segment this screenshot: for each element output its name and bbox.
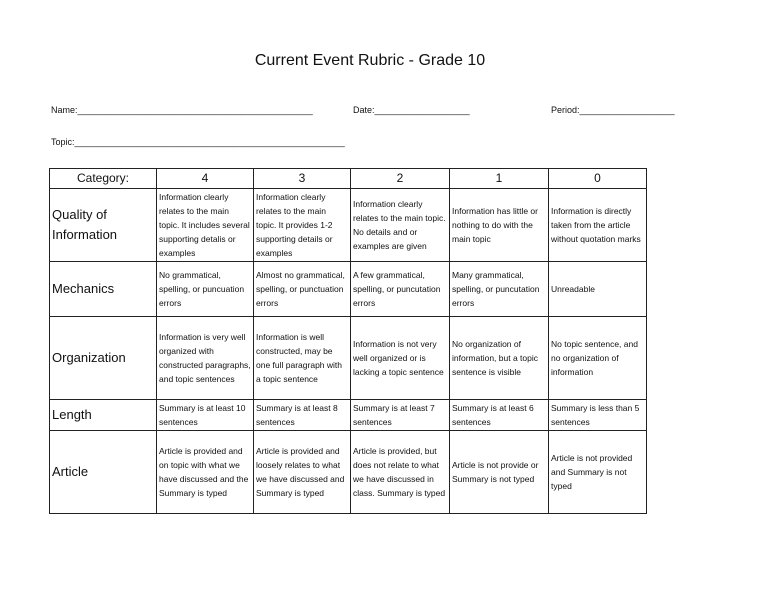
table-row (50, 189, 647, 262)
row-category: Organization (50, 317, 157, 400)
row-category: Mechanics (50, 262, 157, 317)
header-score-2: 2 (351, 169, 450, 189)
table-cell: No topic sentence, and no organization of information (549, 317, 647, 400)
table-cell: Information is very well organized with constructed paragraphs, and topic sentences (157, 317, 254, 400)
table-cell: Summary is at least 7 sentences (351, 400, 450, 431)
row-category: Article (50, 431, 157, 514)
topic-field[interactable]: Topic:______________________________________________________ (51, 137, 345, 147)
table-row (50, 317, 647, 400)
table-cell: Summary is at least 6 sentences (450, 400, 549, 431)
header-score-0: 0 (549, 169, 647, 189)
table-row (50, 262, 647, 317)
table-cell: Article is provided and loosely relates to what we have discussed and Summary is typed (254, 431, 351, 514)
table-cell: Information clearly relates to the main topic. It includes several supporting detalis or examples (157, 189, 254, 262)
name-field[interactable]: Name:_______________________________________________ (51, 105, 313, 115)
table-cell: A few grammatical, spelling, or puncutation errors (351, 262, 450, 317)
table-cell: Information has little or nothing to do with the main topic (450, 189, 549, 262)
header-score-3: 3 (254, 169, 351, 189)
table-cell: Article is not provide or Summary is not typed (450, 431, 549, 514)
table-cell: Summary is less than 5 sentences (549, 400, 647, 431)
table-cell: Information is well constructed, may be one full paragraph with a topic sentence (254, 317, 351, 400)
header-category: Category: (50, 169, 157, 189)
rubric-table (49, 168, 647, 514)
table-cell: Almost no grammatical, spelling, or punctuation errors (254, 262, 351, 317)
header-row (50, 169, 647, 189)
header-score-4: 4 (157, 169, 254, 189)
table-row (50, 400, 647, 431)
date-field[interactable]: Date:___________________ (353, 105, 470, 115)
table-cell: No grammatical, spelling, or puncuation errors (157, 262, 254, 317)
table-cell: Article is provided, but does not relate to what we have discussed in class. Summary is typed (351, 431, 450, 514)
page-title: Current Event Rubric - Grade 10 (254, 52, 486, 69)
table-cell: Information clearly relates to the main topic. No details and or examples are given (351, 189, 450, 262)
table-cell: Unreadable (549, 262, 647, 317)
row-category: Quality of Information (50, 189, 157, 262)
table-cell: Article is not provided and Summary is not typed (549, 431, 647, 514)
table-cell: Information clearly relates to the main topic. It provides 1-2 supporting details or examples (254, 189, 351, 262)
period-field[interactable]: Period:___________________ (551, 105, 675, 115)
table-cell: Many grammatical, spelling, or puncutation errors (450, 262, 549, 317)
row-category: Length (50, 400, 157, 431)
table-row (50, 431, 647, 514)
header-score-1: 1 (450, 169, 549, 189)
table-cell: Information is directly taken from the article without quotation marks (549, 189, 647, 262)
table-cell: Information is not very well organized or is lacking a topic sentence (351, 317, 450, 400)
table-cell: Summary is at least 10 sentences (157, 400, 254, 431)
table-cell: Article is provided and on topic with what we have discussed and the Summary is typed (157, 431, 254, 514)
table-cell: Summary is at least 8 sentences (254, 400, 351, 431)
table-cell: No organization of information, but a topic sentence is visible (450, 317, 549, 400)
